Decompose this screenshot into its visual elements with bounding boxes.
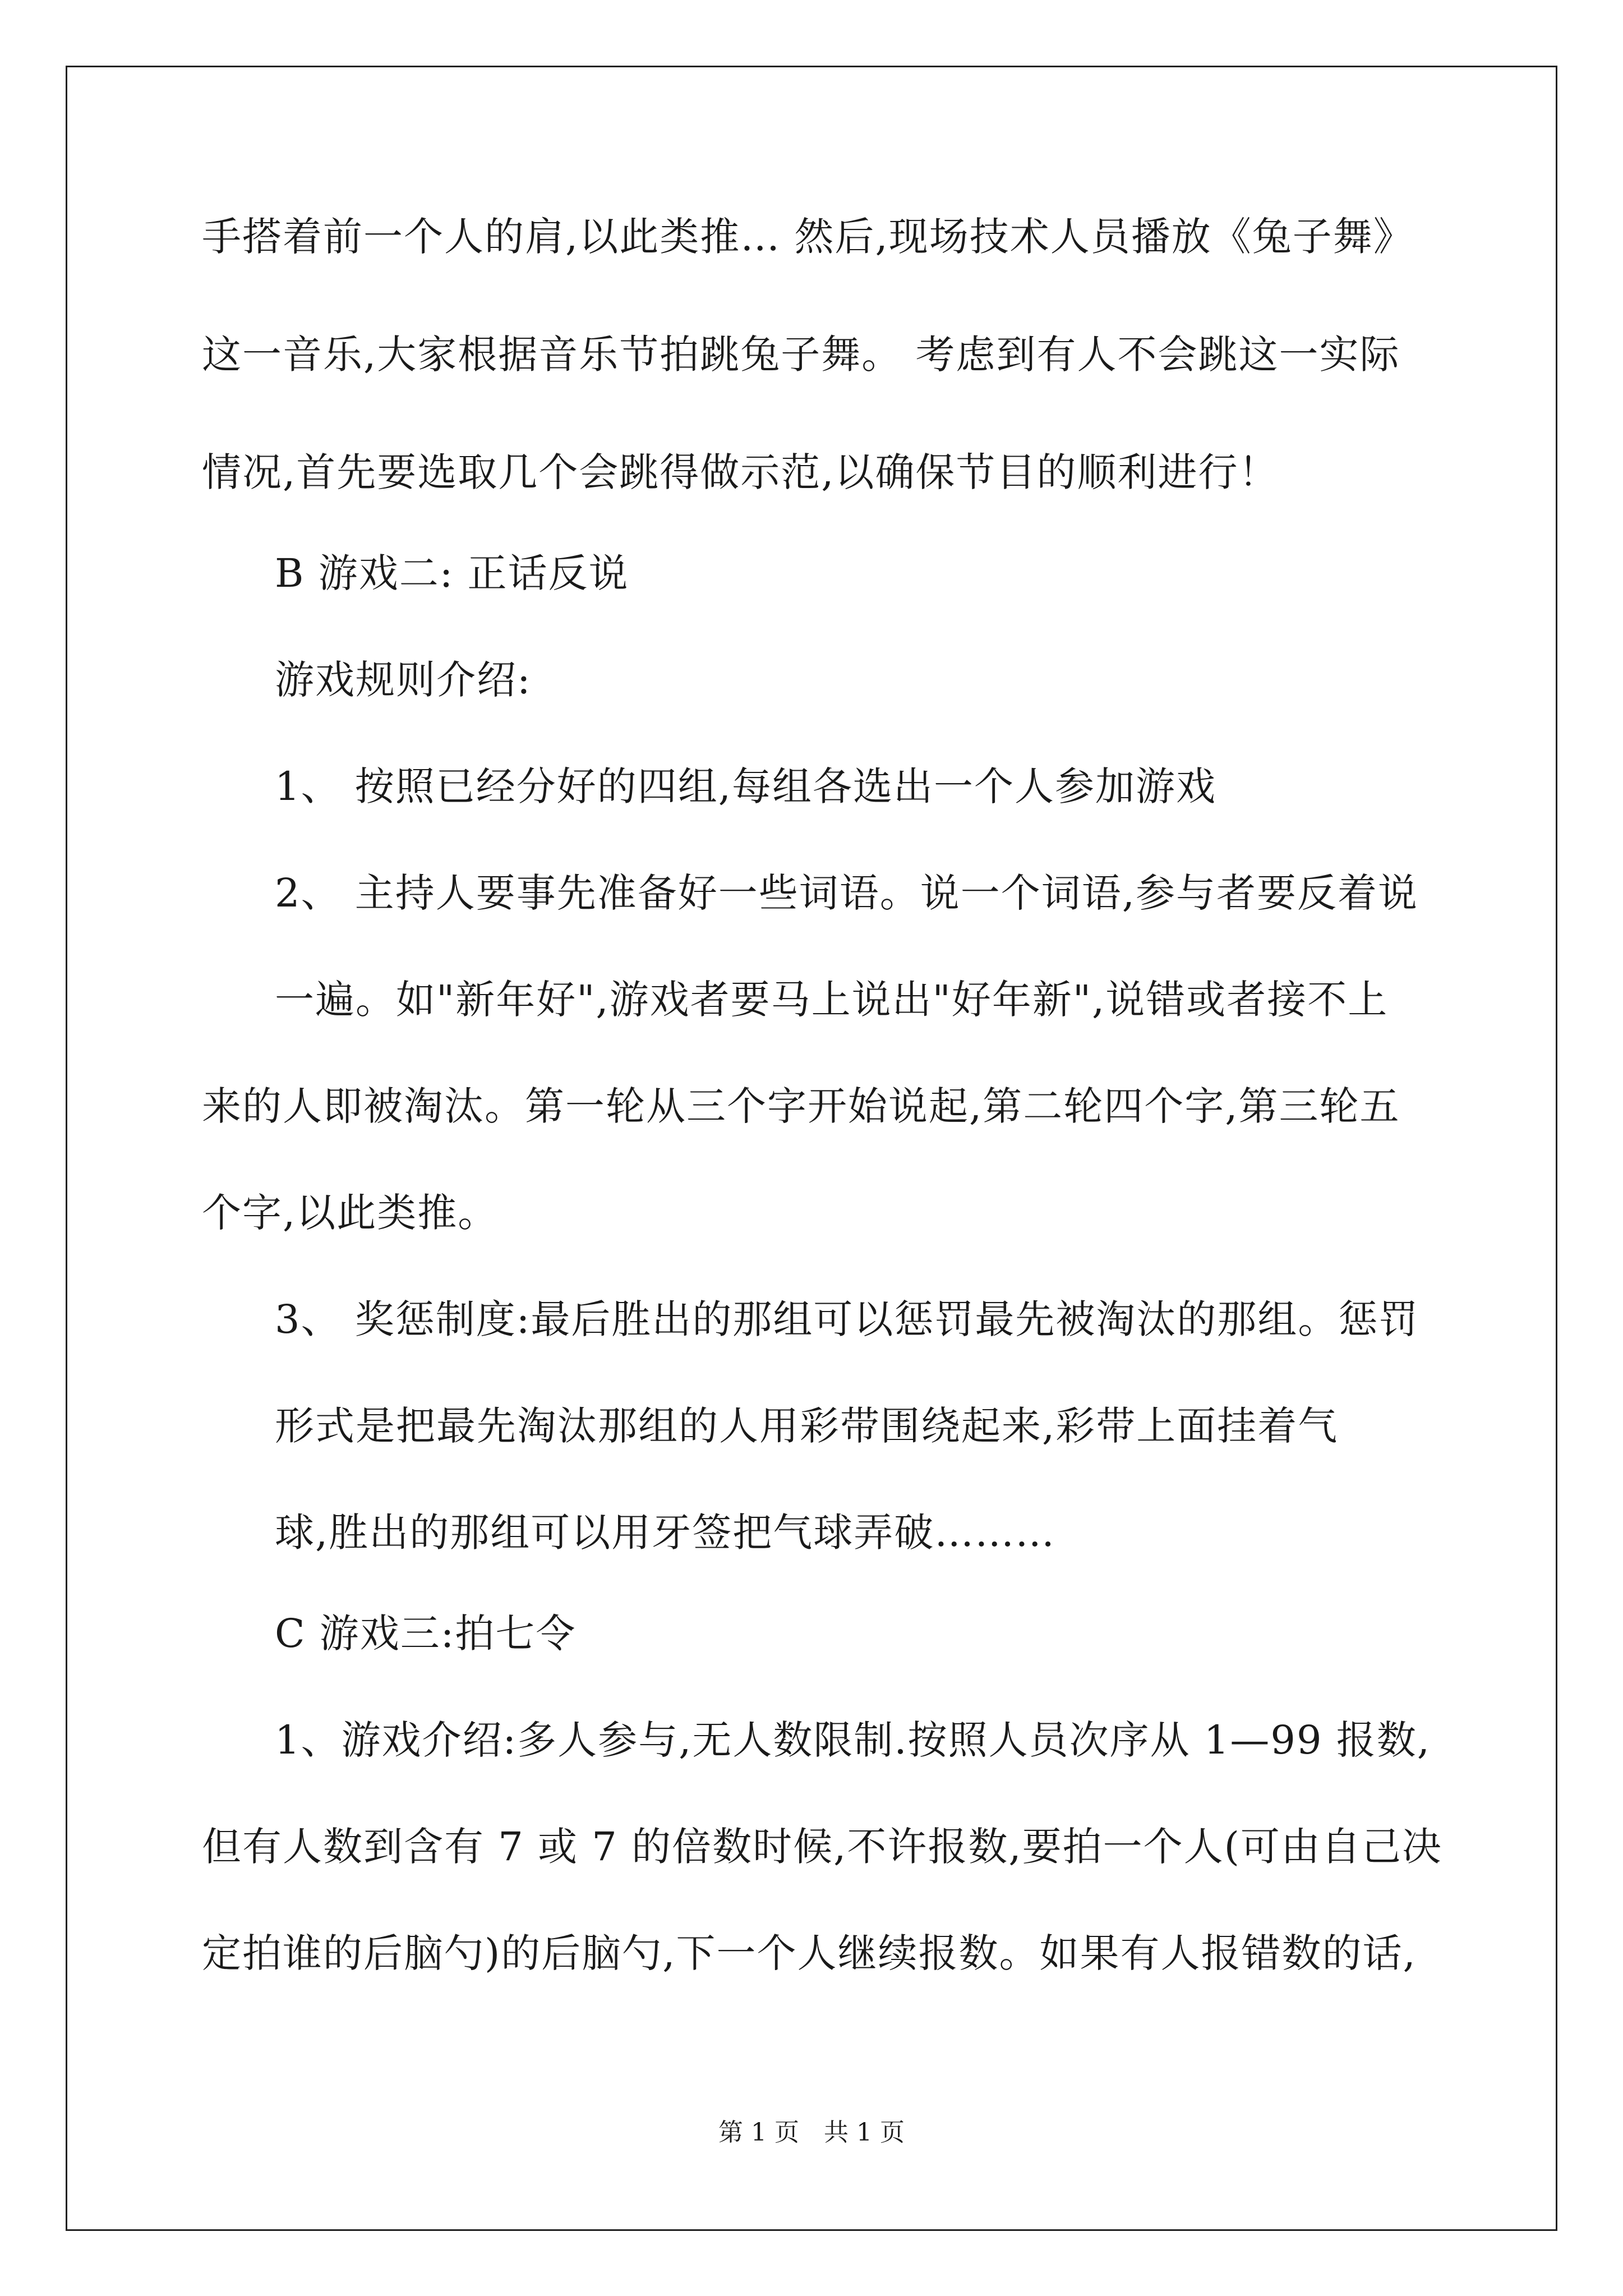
list-item: 1、 按照已经分好的四组,每组各选出一个人参加游戏 xyxy=(275,763,1217,809)
section-heading: B 游戏二: 正话反说 xyxy=(275,550,629,596)
text-line: 情况,首先要选取几个会跳得做示范,以确保节目的顺利进行！ xyxy=(202,449,1279,495)
section-heading: C 游戏三:拍七令 xyxy=(275,1611,577,1657)
page-border xyxy=(66,66,1557,2231)
text-line: 定拍谁的后脑勺)的后脑勺,下一个人继续报数。如果有人报错数的话, xyxy=(202,1930,1417,1976)
text-line: 一遍。如"新年好",游戏者要马上说出"好年新",说错或者接不上 xyxy=(275,977,1389,1023)
text-line: 球,胜出的那组可以用牙签把气球弄破……… xyxy=(275,1510,1056,1556)
text-line: 来的人即被淘汰。第一轮从三个字开始说起,第二轮四个字,第三轮五 xyxy=(202,1083,1400,1129)
text-line: 游戏规则介绍: xyxy=(275,657,532,703)
page-footer: 第 1 页 共 1 页 xyxy=(718,2118,905,2147)
list-item: 3、 奖惩制度:最后胜出的那组可以惩罚最先被淘汰的那组。惩罚 xyxy=(275,1296,1419,1342)
text-line: 形式是把最先淘汰那组的人用彩带围绕起来,彩带上面挂着气 xyxy=(275,1403,1339,1449)
text-line: 个字,以此类推。 xyxy=(202,1190,499,1236)
text-line: 手搭着前一个人的肩,以此类推… 然后,现场技术人员播放《兔子舞》 xyxy=(202,214,1414,260)
list-item: 1、游戏介绍:多人参与,无人数限制.按照人员次序从 1—99 报数, xyxy=(275,1717,1431,1763)
text-line: 但有人数到含有 7 或 7 的倍数时候,不许报数,要拍一个人(可由自己决 xyxy=(202,1824,1442,1870)
list-item: 2、 主持人要事先准备好一些词语。说一个词语,参与者要反着说 xyxy=(275,870,1419,916)
text-line: 这一音乐,大家根据音乐节拍跳兔子舞。 考虑到有人不会跳这一实际 xyxy=(202,332,1400,378)
